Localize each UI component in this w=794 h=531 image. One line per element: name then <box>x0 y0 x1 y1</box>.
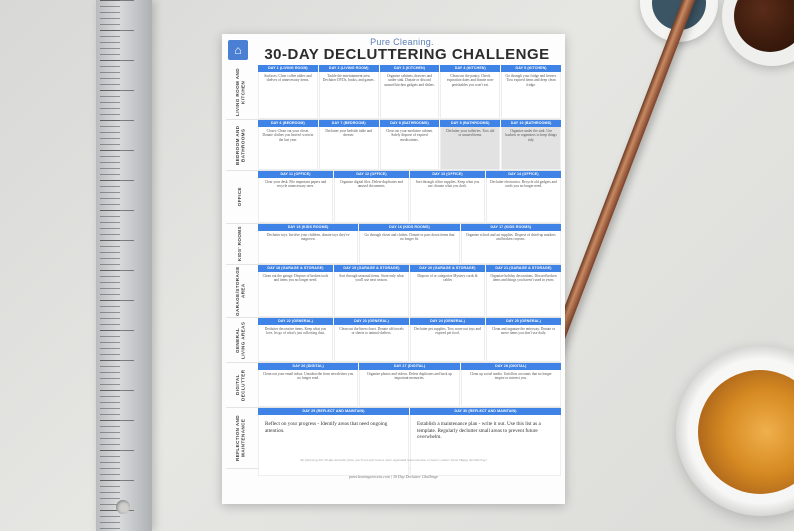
day-task: Organize under the sink. Use baskets or organizers to keep things tidy. <box>501 127 561 170</box>
day-card <box>334 318 409 362</box>
day-card <box>319 65 379 119</box>
day-task: Sort through office supplies. Keep what you use, donate what you don't. <box>410 178 485 223</box>
day-card <box>380 65 440 119</box>
day-row <box>258 120 561 170</box>
section <box>226 265 561 318</box>
day-task: Closet: Clean out your closet. Donate clothes you haven't worn in the last year. <box>258 127 318 170</box>
day-header: DAY 14 (OFFICE) <box>486 171 561 178</box>
day-task: Surfaces: Clear coffee tables and shelves of unnecessary items. <box>258 72 318 119</box>
day-task: Clear out your medicine cabinet. Safely dispose of expired medications. <box>380 127 440 170</box>
day-card <box>501 65 561 119</box>
section-label <box>226 265 254 317</box>
day-header: DAY 25 (GENERAL) <box>486 318 561 325</box>
section <box>226 171 561 224</box>
day-header: DAY 22 (GENERAL) <box>258 318 333 325</box>
day-header: DAY 21 (GARAGE & STORAGE) <box>486 265 561 272</box>
day-task: Clean and organize the entryway. Donate or move items you don't use daily. <box>486 325 561 362</box>
ruler-major-ticks <box>100 0 134 531</box>
day-task: Clean up social media. Unfollow accounts that no longer inspire or interest you. <box>461 370 561 407</box>
day-header: DAY 19 (GARAGE & STORAGE) <box>334 265 409 272</box>
day-row <box>258 224 561 264</box>
day-card <box>461 224 561 264</box>
day-task: Sort through seasonal items. Store only what you'll use next season. <box>334 272 409 317</box>
section <box>226 120 561 171</box>
day-card <box>258 408 409 476</box>
day-header: DAY 7 (BEDROOM) <box>319 120 379 127</box>
brand-name: Pure Cleaning. <box>370 37 434 47</box>
day-card <box>410 408 561 476</box>
day-header: DAY 28 (DIGITAL) <box>461 363 561 370</box>
checklist-sheet <box>222 34 565 504</box>
challenge-grid <box>226 65 561 469</box>
section-label <box>226 224 254 264</box>
day-card <box>258 120 318 170</box>
day-task: Declutter decorative items. Keep what you love, let go of what's just collecting dust. <box>258 325 333 362</box>
day-card <box>258 171 333 223</box>
section-label-text: LIVING ROOM AND KITCHEN <box>234 68 245 116</box>
day-header: DAY 8 (BATHROOMS) <box>380 120 440 127</box>
day-card <box>319 120 379 170</box>
day-header: DAY 26 (DIGITAL) <box>258 363 358 370</box>
section-label-text: OFFICE <box>237 187 243 207</box>
day-card <box>410 265 485 317</box>
day-header: DAY 15 (KIDS ROOMS) <box>258 224 358 231</box>
day-header: DAY 16 (KIDS ROOMS) <box>359 224 459 231</box>
day-task: Dispose of or categorize Mystery cords & cables <box>410 272 485 317</box>
coffee-surface <box>698 370 794 494</box>
day-task: Declutter your bedside table and dresser. <box>319 127 379 170</box>
day-task: Clean out your email inbox. Unsubscribe from newsletters you no longer read. <box>258 370 358 407</box>
day-header: DAY 24 (GENERAL) <box>410 318 485 325</box>
day-task: Organize photos and videos. Delete duplicates and back up important memories. <box>359 370 459 407</box>
day-task: Declutter toys. Involve your children, donate toys they've outgrown. <box>258 231 358 264</box>
day-task: Clean out the pantry. Check expiration dates and donate non-perishables you won't eat. <box>440 72 500 119</box>
footer-site: purecleaningvictoria.com | 30 Day Declutter Challenge <box>348 474 439 479</box>
day-header: DAY 30 (REFLECT AND MAINTAIN) <box>410 408 561 415</box>
day-task: Establish a maintenance plan - write it out. Use this list as a template. Regularly declutter small areas to prevent future overwhelm. <box>410 415 561 476</box>
day-row <box>258 408 561 476</box>
day-card <box>258 363 358 407</box>
day-header: DAY 18 (GARAGE & STORAGE) <box>258 265 333 272</box>
ruler-hole <box>116 500 130 514</box>
day-task: Go through your fridge and freezer. Toss expired items and deep clean fridge. <box>501 72 561 119</box>
day-row <box>258 171 561 223</box>
day-task: Declutter your toiletries. Toss old or unused items. <box>440 127 500 170</box>
day-task: Clean out the linen closet. Donate old towels or sheets to animal shelters. <box>334 325 409 362</box>
day-card <box>334 171 409 223</box>
day-row <box>258 265 561 317</box>
day-task: Declutter electronics. Recycle old gadgets and cords you no longer need. <box>486 178 561 223</box>
day-card <box>440 65 500 119</box>
day-card <box>258 265 333 317</box>
section-label-text: REFLECTION AND MAINTENANCE <box>234 415 245 462</box>
day-card <box>501 120 561 170</box>
day-card <box>461 363 561 407</box>
house-logo-icon: ⌂ <box>228 40 248 60</box>
section <box>226 318 561 363</box>
day-header: DAY 9 (BATHROOMS) <box>440 120 500 127</box>
day-header: DAY 2 (LIVING ROOM) <box>319 65 379 72</box>
day-row <box>258 363 561 407</box>
day-header: DAY 6 (BEDROOM) <box>258 120 318 127</box>
day-task: Clear your desk. File important papers and recycle unnecessary ones. <box>258 178 333 223</box>
day-card <box>486 318 561 362</box>
coffee-beans <box>734 0 794 52</box>
day-task: Organize digital files. Delete duplicates and unused documents. <box>334 178 409 223</box>
day-row <box>258 318 561 362</box>
section-label <box>226 120 254 170</box>
day-task: Clean out the garage. Dispose of broken tools and items you no longer need. <box>258 272 333 317</box>
section-label <box>226 363 254 407</box>
section-label-text: KIDS' ROOMS <box>237 226 243 262</box>
coffee-glass <box>676 346 794 516</box>
day-header: DAY 1 (LIVING ROOM) <box>258 65 318 72</box>
section-label <box>226 171 254 223</box>
day-card <box>258 318 333 362</box>
day-header: DAY 27 (DIGITAL) <box>359 363 459 370</box>
day-task: Organize school and art supplies. Dispose of dried-up markers and broken crayons. <box>461 231 561 264</box>
day-card <box>486 171 561 223</box>
day-card <box>258 224 358 264</box>
day-card <box>410 171 485 223</box>
day-card <box>486 265 561 317</box>
ruler <box>96 0 152 531</box>
day-task: Organize cabinets, drawers and under sink. Donate or discard unused kitchen gadgets and dishes. <box>380 72 440 119</box>
section-label-text: GENERAL LIVING AREAS <box>234 321 245 359</box>
day-header: DAY 17 (KIDS ROOMS) <box>461 224 561 231</box>
day-header: DAY 13 (OFFICE) <box>410 171 485 178</box>
day-header: DAY 4 (KITCHEN) <box>440 65 500 72</box>
day-header: DAY 3 (KITCHEN) <box>380 65 440 72</box>
day-header: DAY 12 (OFFICE) <box>334 171 409 178</box>
coffee-bean-bowl <box>722 0 794 66</box>
day-task: Go through closet and clothes. Donate or pass down items that no longer fit. <box>359 231 459 264</box>
section-label-text: DIGITAL DECLUTTER <box>234 369 245 401</box>
day-task: Declutter pet supplies. Toss worn-out toys and expired pet food. <box>410 325 485 362</box>
section <box>226 363 561 408</box>
section-label <box>226 318 254 362</box>
day-task: Tackle the entertainment area. Declutter DVDs, books, and games. <box>319 72 379 119</box>
section-label <box>226 65 254 119</box>
day-header: DAY 20 (GARAGE & STORAGE) <box>410 265 485 272</box>
section-label-text: GARAGE/STORAGE AREA <box>234 266 245 316</box>
day-header: DAY 5 (KITCHEN) <box>501 65 561 72</box>
day-card <box>258 65 318 119</box>
day-card <box>334 265 409 317</box>
section <box>226 65 561 120</box>
section-label-text: BEDROOM AND BATHROOMS <box>234 125 245 165</box>
footer-note: By following this 30-day declutter plan, you'll not only have a more organized home but also a clearer, calmer mind. Happy decluttering! <box>300 458 487 462</box>
day-header: DAY 11 (OFFICE) <box>258 171 333 178</box>
day-header: DAY 23 (GENERAL) <box>334 318 409 325</box>
day-card <box>359 224 459 264</box>
day-card <box>410 318 485 362</box>
day-task: Organize holiday decorations. Discard broken items and things you haven't used in years. <box>486 272 561 317</box>
page-title: 30-DAY DECLUTTERING CHALLENGE <box>264 46 550 63</box>
section <box>226 224 561 265</box>
day-card <box>359 363 459 407</box>
day-task: Reflect on your progress - Identify areas that need ongoing attention. <box>258 415 409 476</box>
day-card <box>440 120 500 170</box>
day-header: DAY 29 (REFLECT AND MAINTAIN) <box>258 408 409 415</box>
day-row <box>258 65 561 119</box>
day-header: DAY 10 (BATHROOMS) <box>501 120 561 127</box>
day-card <box>380 120 440 170</box>
